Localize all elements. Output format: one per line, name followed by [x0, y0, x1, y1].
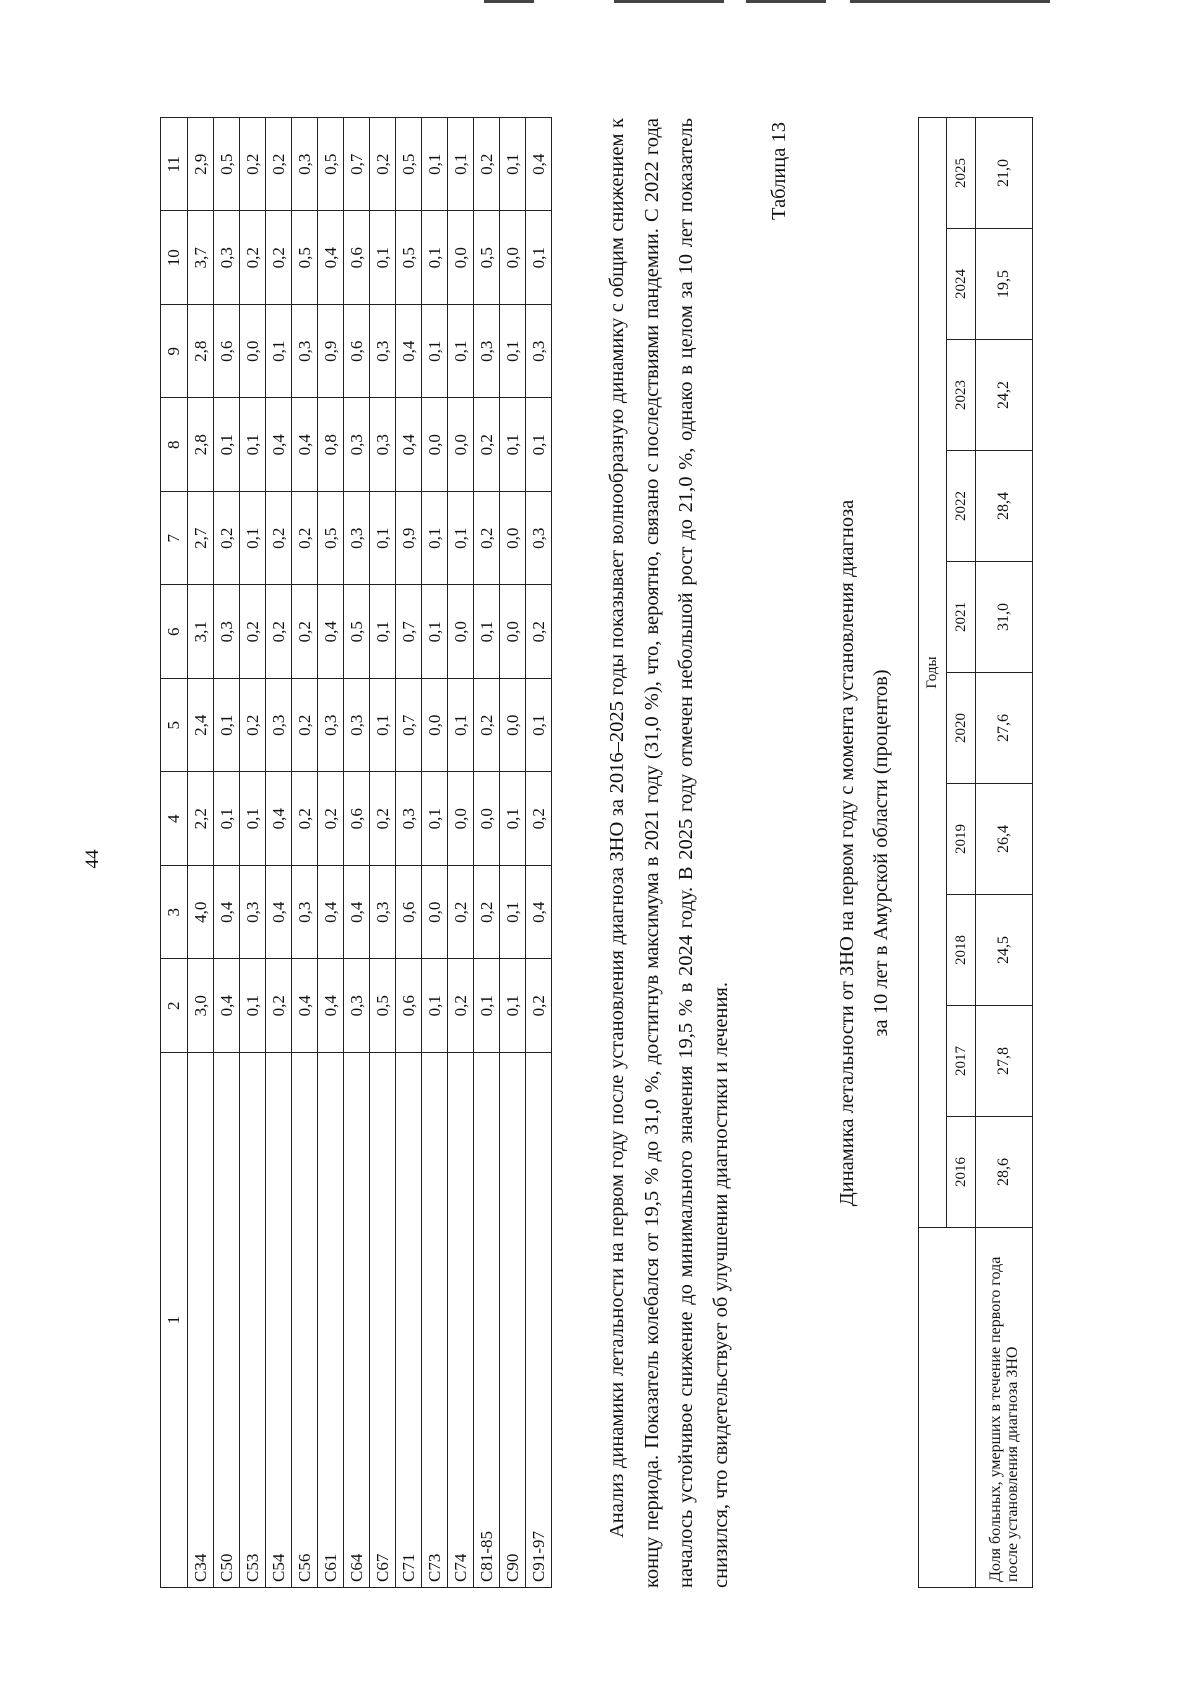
value-cell: 0,1: [370, 492, 396, 586]
value-cell: 0,1: [240, 398, 266, 492]
value-cell: 0,2: [370, 118, 396, 212]
value-cell: 0,7: [396, 585, 422, 679]
year-header: 2017: [947, 1006, 976, 1117]
value-cell: 0,2: [240, 118, 266, 212]
value-cell: 0,1: [422, 772, 448, 866]
value-cell: 4,0: [188, 866, 214, 960]
year-header: 2022: [947, 451, 976, 562]
value-cell: 0,0: [422, 866, 448, 960]
value-cell: 0,1: [240, 772, 266, 866]
year-header: 2024: [947, 229, 976, 340]
value-cell: 0,2: [474, 398, 500, 492]
icd-code-cell: C53: [240, 1053, 266, 1588]
value-cell: 2,2: [188, 772, 214, 866]
value-cell: 0,1: [526, 679, 552, 773]
value-cell: 0,1: [422, 211, 448, 305]
value-cell: 0,5: [474, 211, 500, 305]
year-header: 2025: [947, 117, 976, 228]
value-cell: 2,8: [188, 305, 214, 399]
value-cell: 0,3: [370, 866, 396, 960]
value-cell: 0,5: [318, 118, 344, 212]
value-cell: 0,6: [344, 305, 370, 399]
scan-artifact: [746, 0, 826, 3]
icd-code-cell: C74: [448, 1053, 474, 1588]
value-cell: 0,1: [422, 492, 448, 586]
value-cell: 0,3: [370, 305, 396, 399]
table-row: [422, 118, 448, 1588]
value-cell: 0,1: [500, 305, 526, 399]
value-cell: 0,0: [500, 211, 526, 305]
value-cell: 0,2: [448, 959, 474, 1053]
value-cell: 0,4: [396, 305, 422, 399]
value-cell: 0,5: [396, 211, 422, 305]
table-row: [370, 118, 396, 1588]
column-number-header: 4: [161, 772, 188, 866]
value-cell: 0,1: [500, 772, 526, 866]
icd-code-cell: C73: [422, 1053, 448, 1588]
value-cell: 0,4: [318, 959, 344, 1053]
icd-code-cell: C67: [370, 1053, 396, 1588]
value-cell: 0,3: [240, 866, 266, 960]
value-cell: 0,3: [292, 118, 318, 212]
value-cell: 0,0: [448, 398, 474, 492]
value-cell: 0,3: [292, 305, 318, 399]
scan-artifact: [614, 0, 724, 3]
table-row: [318, 118, 344, 1588]
column-number-header: 6: [161, 585, 188, 679]
value-cell: 0,5: [292, 211, 318, 305]
value-cell: 0,4: [396, 398, 422, 492]
mortality-value-cell: 26,4: [976, 784, 1033, 895]
table-label: Таблица 13: [768, 122, 790, 220]
table-row: [500, 118, 526, 1588]
value-cell: 0,2: [474, 118, 500, 212]
year-header: 2019: [947, 784, 976, 895]
mortality-value-cell: 31,0: [976, 562, 1033, 673]
year-header: 2023: [947, 340, 976, 451]
value-cell: 0,0: [422, 398, 448, 492]
value-cell: 0,3: [474, 305, 500, 399]
value-cell: 3,7: [188, 211, 214, 305]
table-row: [188, 118, 214, 1588]
value-cell: 0,1: [240, 492, 266, 586]
table-row: [214, 118, 240, 1588]
table13-corner-cell: [919, 1228, 976, 1588]
analysis-paragraph: Анализ динамики летальности на первом году после установления диагноза ЗНО за 2016–2025 годы показывает волнообразную динамику с общим снижением к концу периода. Показатель колебался от 19,5 % до 31,0 %, достигнув максимума в 2021 году (31,0 %), что, вероятно, связано с последствиями пандемии. С 2022 года началось устойчивое снижение до минимального значения 19,5 % в 2024 году. В 2025 году отмечен небольшой рост до 21,0 %, однако в целом за 10 лет показатель снизился, что свидетельствует об улучшении диагностики и лечения.: [606, 118, 732, 1588]
value-cell: 0,3: [214, 211, 240, 305]
cancer-sites-table: [160, 117, 552, 1588]
value-cell: 0,5: [214, 118, 240, 212]
table-row: [448, 118, 474, 1588]
value-cell: 0,6: [396, 866, 422, 960]
value-cell: 0,1: [500, 959, 526, 1053]
value-cell: 0,1: [500, 118, 526, 212]
table-row: [474, 118, 500, 1588]
rotated-page-content: [160, 118, 1060, 1588]
icd-code-cell: C71: [396, 1053, 422, 1588]
scan-artifact: [850, 0, 1050, 3]
column-number-header: 10: [161, 211, 188, 305]
years-group-header: Годы: [919, 117, 947, 1227]
mortality-value-cell: 28,6: [976, 1117, 1033, 1228]
value-cell: 0,2: [266, 585, 292, 679]
value-cell: 0,4: [318, 211, 344, 305]
value-cell: 0,4: [526, 866, 552, 960]
value-cell: 0,3: [396, 772, 422, 866]
value-cell: 0,2: [214, 492, 240, 586]
value-cell: 0,2: [292, 772, 318, 866]
value-cell: 0,0: [500, 585, 526, 679]
value-cell: 0,1: [214, 679, 240, 773]
icd-code-cell: C34: [188, 1053, 214, 1588]
icd-code-cell: C50: [214, 1053, 240, 1588]
mortality-value-cell: 19,5: [976, 229, 1033, 340]
value-cell: 0,2: [318, 772, 344, 866]
value-cell: 0,1: [370, 585, 396, 679]
value-cell: 0,1: [214, 772, 240, 866]
value-cell: 0,1: [448, 305, 474, 399]
value-cell: 0,4: [318, 585, 344, 679]
value-cell: 0,4: [266, 866, 292, 960]
table-row: [526, 118, 552, 1588]
value-cell: 0,0: [448, 585, 474, 679]
value-cell: 0,0: [422, 679, 448, 773]
table-row: [240, 118, 266, 1588]
value-cell: 0,9: [396, 492, 422, 586]
header-row: [161, 118, 188, 1588]
value-cell: 0,3: [370, 398, 396, 492]
value-cell: 0,5: [318, 492, 344, 586]
value-cell: 3,0: [188, 959, 214, 1053]
value-cell: 2,9: [188, 118, 214, 212]
value-cell: 0,2: [266, 959, 292, 1053]
column-number-header: 2: [161, 959, 188, 1053]
value-cell: 0,2: [240, 679, 266, 773]
value-cell: 0,5: [344, 585, 370, 679]
value-cell: 0,3: [344, 959, 370, 1053]
value-cell: 0,1: [422, 585, 448, 679]
icd-code-cell: C90: [500, 1053, 526, 1588]
value-cell: 0,2: [266, 211, 292, 305]
value-cell: 0,1: [448, 492, 474, 586]
value-cell: 0,1: [448, 679, 474, 773]
table-row: [292, 118, 318, 1588]
icd-code-cell: C81-85: [474, 1053, 500, 1588]
value-cell: 0,2: [474, 679, 500, 773]
value-cell: 0,2: [292, 585, 318, 679]
value-cell: 0,1: [500, 398, 526, 492]
column-number-header: 9: [161, 305, 188, 399]
icd-code-cell: C61: [318, 1053, 344, 1588]
year-header: 2020: [947, 673, 976, 784]
value-cell: 0,2: [526, 585, 552, 679]
value-cell: 0,3: [266, 679, 292, 773]
column-number-header: 11: [161, 118, 188, 212]
value-cell: 0,1: [500, 866, 526, 960]
value-cell: 0,3: [526, 492, 552, 586]
value-cell: 2,7: [188, 492, 214, 586]
value-cell: 0,6: [344, 772, 370, 866]
value-cell: 0,4: [526, 118, 552, 212]
value-cell: 0,3: [526, 305, 552, 399]
page-number: 44: [82, 849, 103, 869]
year-header: 2016: [947, 1117, 976, 1228]
mortality-value-cell: 24,5: [976, 895, 1033, 1006]
value-cell: 0,6: [344, 211, 370, 305]
value-cell: 0,6: [214, 305, 240, 399]
icd-code-cell: C91-97: [526, 1053, 552, 1588]
value-cell: 2,8: [188, 398, 214, 492]
value-cell: 0,1: [422, 959, 448, 1053]
value-cell: 0,3: [344, 398, 370, 492]
scan-artifact: [484, 0, 534, 3]
icd-code-cell: C56: [292, 1053, 318, 1588]
table-row: [266, 118, 292, 1588]
icd-code-cell: C64: [344, 1053, 370, 1588]
year-header: 2018: [947, 895, 976, 1006]
value-cell: 0,4: [214, 866, 240, 960]
value-cell: 0,7: [396, 679, 422, 773]
column-number-header: 8: [161, 398, 188, 492]
value-cell: 0,1: [422, 305, 448, 399]
value-cell: 0,4: [214, 959, 240, 1053]
table-row: [396, 118, 422, 1588]
value-cell: 0,3: [214, 585, 240, 679]
value-cell: 0,4: [266, 772, 292, 866]
value-cell: 0,0: [500, 679, 526, 773]
table-row: [344, 118, 370, 1588]
value-cell: 3,1: [188, 585, 214, 679]
value-cell: 0,1: [214, 398, 240, 492]
mortality-value-cell: 21,0: [976, 117, 1033, 228]
mortality-value-cell: 24,2: [976, 340, 1033, 451]
column-number-header: 1: [161, 1053, 188, 1588]
value-cell: 0,2: [292, 679, 318, 773]
value-cell: 0,4: [292, 398, 318, 492]
value-cell: 0,1: [240, 959, 266, 1053]
value-cell: 0,7: [344, 118, 370, 212]
value-cell: 0,0: [500, 492, 526, 586]
value-cell: 0,5: [396, 118, 422, 212]
row-label: Доля больных, умерших в течение первого года после установления диагноза ЗНО: [976, 1228, 1033, 1588]
column-number-header: 5: [161, 679, 188, 773]
mortality-value-cell: 28,4: [976, 451, 1033, 562]
value-cell: 0,2: [474, 492, 500, 586]
table-caption: [830, 118, 898, 1588]
value-cell: 0,4: [292, 959, 318, 1053]
value-cell: 0,1: [526, 398, 552, 492]
value-cell: 0,2: [266, 492, 292, 586]
value-cell: 0,9: [318, 305, 344, 399]
value-cell: 0,2: [474, 866, 500, 960]
caption-line-2: за 10 лет в Амурской области (процентов): [870, 669, 892, 1037]
value-cell: 0,3: [318, 679, 344, 773]
value-cell: 0,3: [292, 866, 318, 960]
mortality-value-cell: 27,6: [976, 673, 1033, 784]
value-cell: 0,1: [422, 118, 448, 212]
value-cell: 0,1: [448, 118, 474, 212]
value-cell: 0,2: [526, 772, 552, 866]
value-cell: 0,2: [526, 959, 552, 1053]
value-cell: 0,2: [266, 118, 292, 212]
value-cell: 0,1: [266, 305, 292, 399]
value-cell: 0,4: [344, 866, 370, 960]
icd-code-cell: C54: [266, 1053, 292, 1588]
value-cell: 0,3: [344, 679, 370, 773]
mortality-dynamics-table: [918, 117, 1033, 1588]
value-cell: 0,0: [240, 305, 266, 399]
value-cell: 0,0: [448, 772, 474, 866]
value-cell: 0,8: [318, 398, 344, 492]
value-cell: 0,4: [318, 866, 344, 960]
value-cell: 0,3: [344, 492, 370, 586]
caption-line-1: Динамика летальности от ЗНО на первом году с момента установления диагноза: [836, 499, 858, 1207]
value-cell: 0,2: [292, 492, 318, 586]
value-cell: 0,4: [266, 398, 292, 492]
mortality-value-cell: 27,8: [976, 1006, 1033, 1117]
column-number-header: 7: [161, 492, 188, 586]
value-cell: 0,2: [240, 211, 266, 305]
value-cell: 0,2: [448, 866, 474, 960]
column-number-header: 3: [161, 866, 188, 960]
value-cell: 0,0: [448, 211, 474, 305]
value-cell: 0,1: [526, 211, 552, 305]
value-cell: 0,6: [396, 959, 422, 1053]
value-cell: 0,5: [370, 959, 396, 1053]
value-cell: 2,4: [188, 679, 214, 773]
value-cell: 0,0: [474, 772, 500, 866]
value-cell: 0,1: [370, 211, 396, 305]
value-cell: 0,2: [240, 585, 266, 679]
year-header: 2021: [947, 562, 976, 673]
value-cell: 0,1: [474, 959, 500, 1053]
value-cell: 0,1: [370, 679, 396, 773]
value-cell: 0,1: [474, 585, 500, 679]
value-cell: 0,2: [370, 772, 396, 866]
